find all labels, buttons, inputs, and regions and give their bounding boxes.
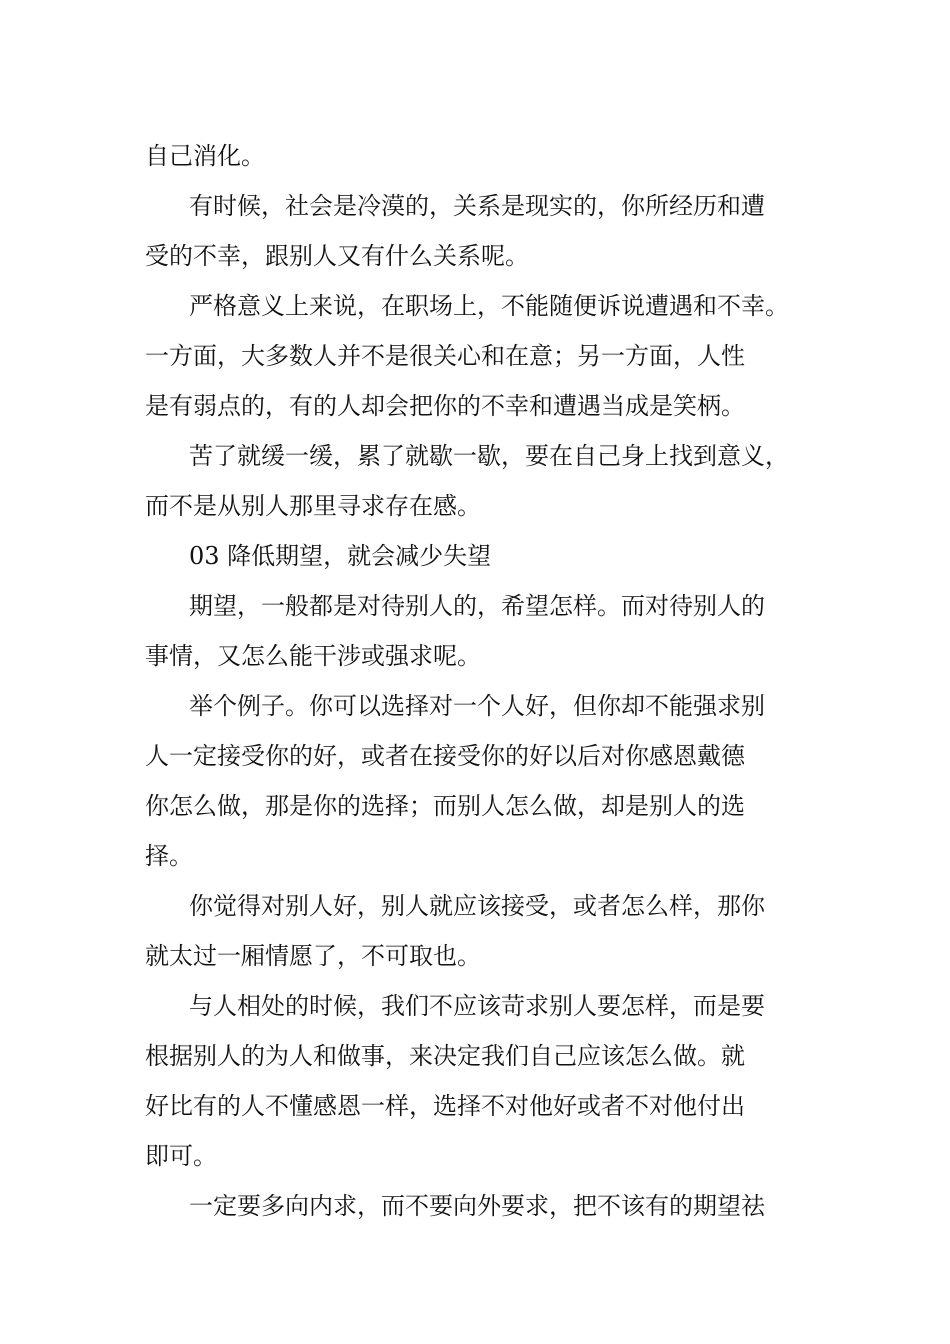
text-line: 一定要多向内求，而不要向外要求，把不该有的期望祛: [189, 1192, 765, 1220]
text-line: 举个例子。你可以选择对一个人好，但你却不能强求别: [189, 692, 765, 720]
text-line: 人一定接受你的好，或者在接受你的好以后对你感恩戴德: [145, 742, 745, 770]
text-line: 根据别人的为人和做事，来决定我们自己应该怎么做。就: [145, 1042, 745, 1070]
text-line: 有时候，社会是冷漠的，关系是现实的，你所经历和遭: [189, 192, 765, 220]
text-line: 苦了就缓一缓，累了就歇一歇，要在自己身上找到意义，: [189, 442, 789, 470]
text-line: 期望，一般都是对待别人的，希望怎样。而对待别人的: [189, 592, 765, 620]
text-line: 就太过一厢情愿了，不可取也。: [145, 942, 481, 970]
text-line: 严格意义上来说，在职场上，不能随便诉说遭遇和不幸。: [189, 292, 789, 320]
text-line: 好比有的人不懂感恩一样，选择不对他好或者不对他付出: [145, 1092, 745, 1120]
text-line: 事情，又怎么能干涉或强求呢。: [145, 642, 481, 670]
text-line: 受的不幸，跟别人又有什么关系呢。: [145, 242, 529, 270]
text-line: 一方面，大多数人并不是很关心和在意；另一方面，人性: [145, 342, 745, 370]
text-line: 你怎么做，那是你的选择；而别人怎么做，却是别人的选: [145, 792, 745, 820]
text-line: 而不是从别人那里寻求存在感。: [145, 492, 481, 520]
text-line: 你觉得对别人好，别人就应该接受，或者怎么样，那你: [189, 892, 765, 920]
text-line: 03 降低期望，就会减少失望: [189, 542, 492, 570]
text-line: 是有弱点的，有的人却会把你的不幸和遭遇当成是笑柄。: [145, 392, 745, 420]
document-body: [145, 131, 815, 1231]
text-line: 自己消化。: [145, 142, 265, 170]
text-line: 择。: [145, 842, 193, 870]
text-line: 与人相处的时候，我们不应该苛求别人要怎样，而是要: [189, 992, 765, 1020]
text-line: 即可。: [145, 1142, 217, 1170]
